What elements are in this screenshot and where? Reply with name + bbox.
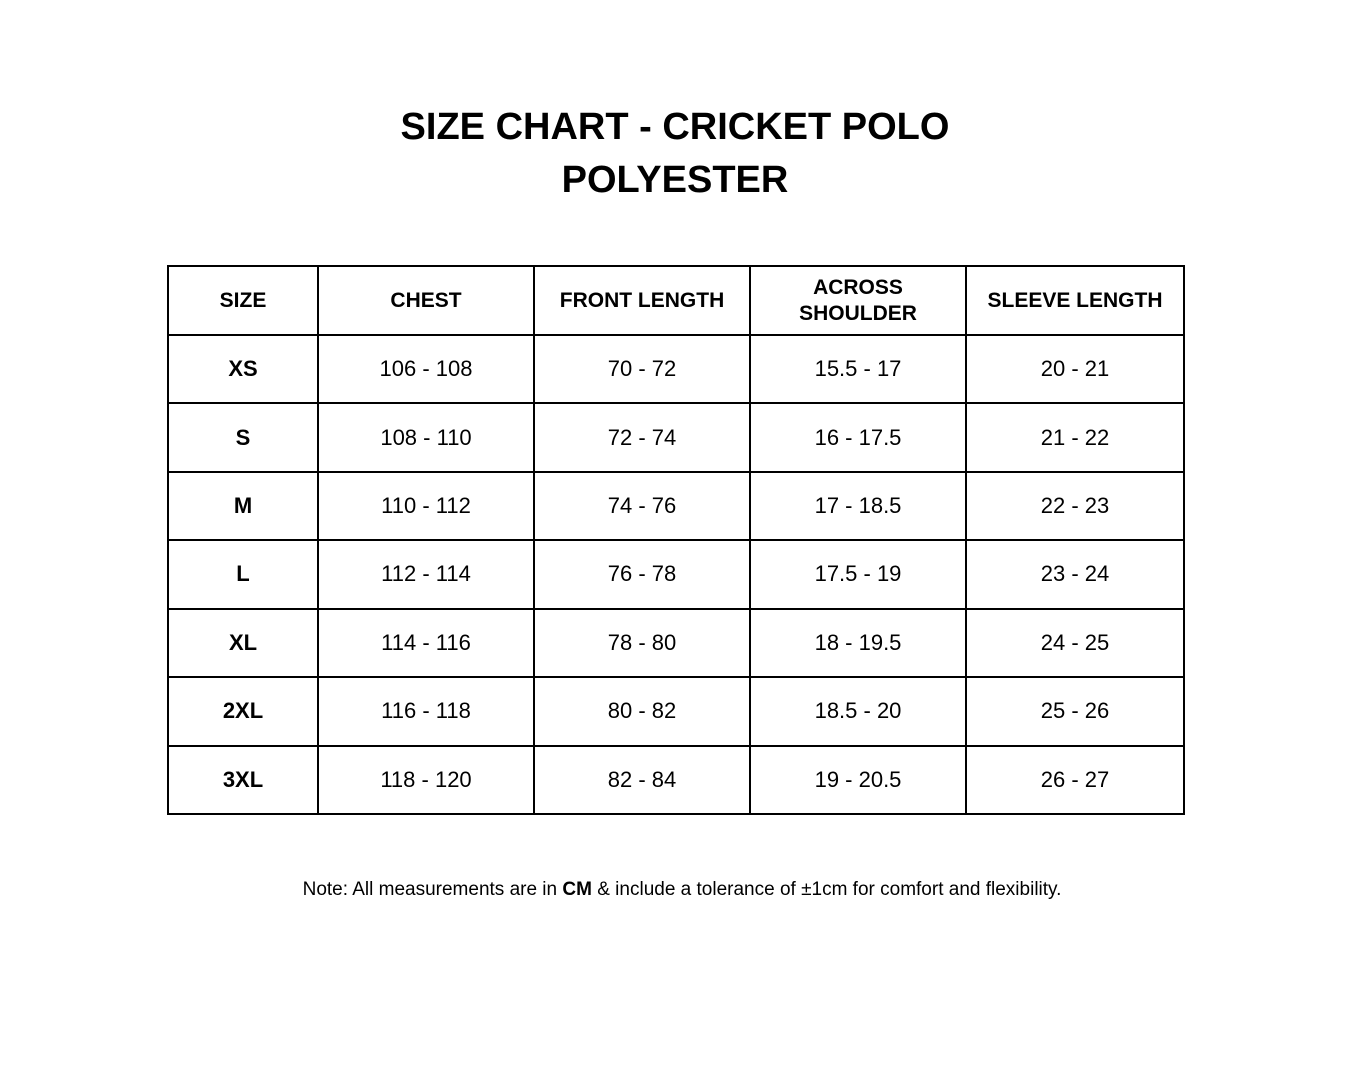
cell-size: XL [168, 609, 318, 677]
cell-across-shoulder: 19 - 20.5 [750, 746, 966, 814]
cell-chest: 116 - 118 [318, 677, 534, 745]
cell-front-length: 78 - 80 [534, 609, 750, 677]
header-sleeve-length: SLEEVE LENGTH [966, 266, 1184, 335]
cell-across-shoulder: 15.5 - 17 [750, 335, 966, 403]
header-chest: CHEST [318, 266, 534, 335]
cell-front-length: 72 - 74 [534, 403, 750, 471]
cell-front-length: 80 - 82 [534, 677, 750, 745]
cell-across-shoulder: 18.5 - 20 [750, 677, 966, 745]
cell-across-shoulder: 17.5 - 19 [750, 540, 966, 608]
cell-chest: 118 - 120 [318, 746, 534, 814]
cell-across-shoulder: 17 - 18.5 [750, 472, 966, 540]
page-subtitle: POLYESTER [561, 159, 789, 201]
cell-size: S [168, 403, 318, 471]
cell-across-shoulder: 18 - 19.5 [750, 609, 966, 677]
note-suffix: & include a tolerance of ±1cm for comfort and flexibility. [591, 879, 1062, 900]
note-prefix: Note: All measurements are in [302, 879, 563, 900]
page-title: SIZE CHART - CRICKET POLO [400, 106, 950, 148]
header-front-length: FRONT LENGTH [534, 266, 750, 335]
table-header-row [168, 266, 1184, 335]
cell-sleeve-length: 23 - 24 [966, 540, 1184, 608]
cell-front-length: 74 - 76 [534, 472, 750, 540]
cell-sleeve-length: 21 - 22 [966, 403, 1184, 471]
table-row [168, 677, 1184, 745]
cell-front-length: 76 - 78 [534, 540, 750, 608]
header-across-shoulder: ACROSS SHOULDER [750, 266, 966, 335]
cell-chest: 114 - 116 [318, 609, 534, 677]
header-size: SIZE [168, 266, 318, 335]
note-unit: CM [562, 879, 592, 900]
cell-front-length: 82 - 84 [534, 746, 750, 814]
cell-sleeve-length: 20 - 21 [966, 335, 1184, 403]
table-row [168, 540, 1184, 608]
cell-front-length: 70 - 72 [534, 335, 750, 403]
table-row [168, 609, 1184, 677]
cell-size: XS [168, 335, 318, 403]
cell-size: M [168, 472, 318, 540]
cell-size: 2XL [168, 677, 318, 745]
size-chart-table [167, 265, 1185, 815]
cell-across-shoulder: 16 - 17.5 [750, 403, 966, 471]
cell-chest: 112 - 114 [318, 540, 534, 608]
cell-chest: 108 - 110 [318, 403, 534, 471]
table-row [168, 335, 1184, 403]
measurement-note [0, 879, 1350, 902]
cell-chest: 110 - 112 [318, 472, 534, 540]
cell-sleeve-length: 22 - 23 [966, 472, 1184, 540]
cell-chest: 106 - 108 [318, 335, 534, 403]
table-row [168, 746, 1184, 814]
table-row [168, 403, 1184, 471]
cell-size: L [168, 540, 318, 608]
cell-sleeve-length: 25 - 26 [966, 677, 1184, 745]
table-row [168, 472, 1184, 540]
cell-sleeve-length: 24 - 25 [966, 609, 1184, 677]
cell-sleeve-length: 26 - 27 [966, 746, 1184, 814]
cell-size: 3XL [168, 746, 318, 814]
